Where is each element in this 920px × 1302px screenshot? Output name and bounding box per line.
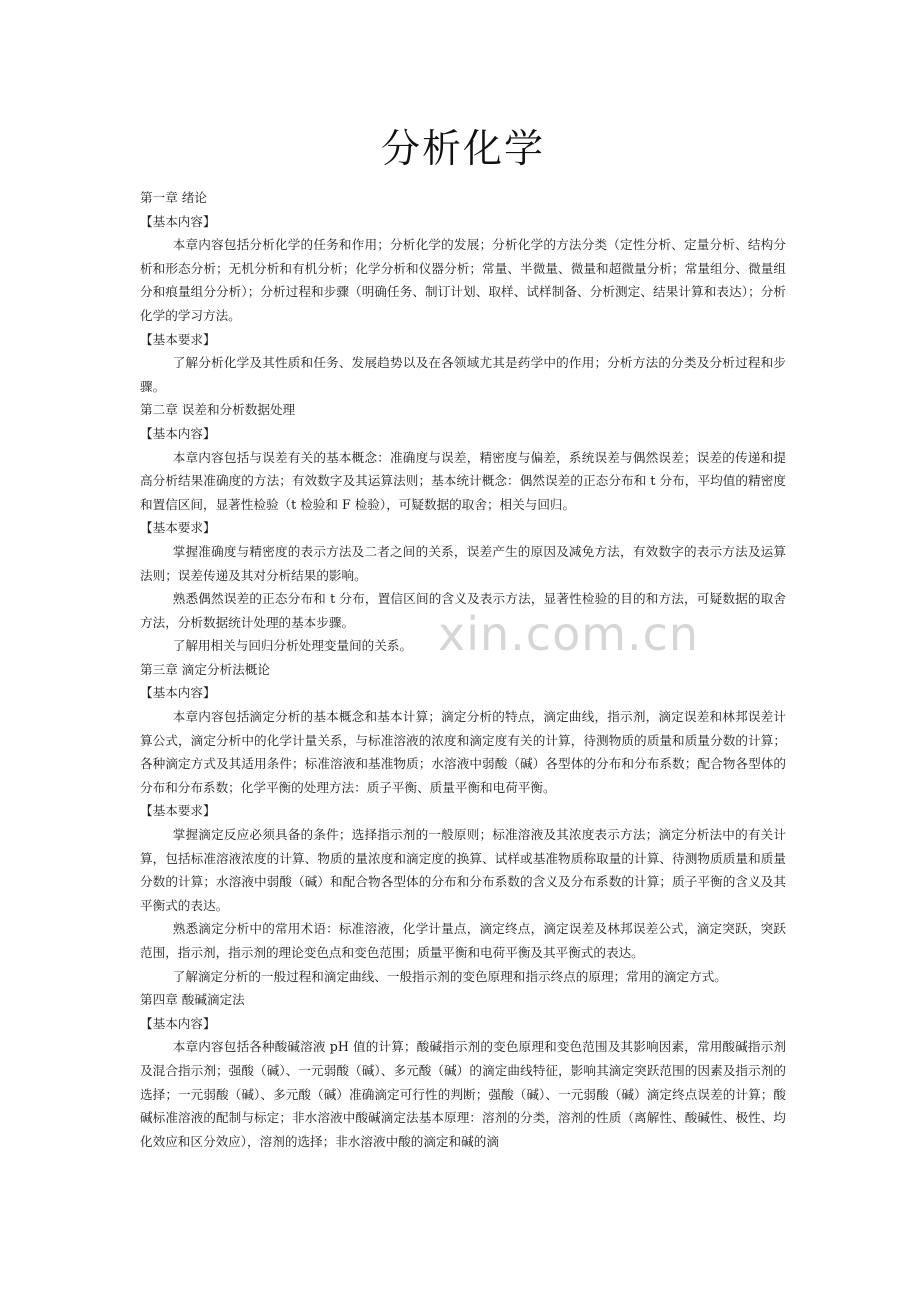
body-paragraph: 了解滴定分析的一般过程和滴定曲线、一般指示剂的变色原理和指示终点的原理；常用的滴定方式。 <box>172 968 727 984</box>
chapter-heading: 第四章 酸碱滴定法 <box>140 992 245 1008</box>
body-paragraph: 本章内容包括各种酸碱溶液 pH 值的计算；酸碱指示剂的变色原理和变色范围及其影响因素，常用酸碱指示剂及混合指示剂；强酸（碱）、一元弱酸（碱）、多元酸（碱）的滴定曲线特征，影响其滴定突跃范围的因素及指示剂的选择；一元弱酸（碱）、多元酸（碱）准确滴定可行性的判断；强酸（碱）、一元弱酸（碱）滴定终点误差的计算；酸碱标准溶液的配制与标定；非水溶液中酸碱滴定法基本原理：溶剂的分类，溶剂的性质（离解性、酸碱性、极性、均化效应和区分效应），溶剂的选择；非水溶液中酸的滴定和碱的滴 <box>140 1039 786 1149</box>
watermark-text: xin.com.cn <box>438 607 700 661</box>
body-paragraph: 了解用相关与回归分析处理变量间的关系。 <box>172 638 413 654</box>
body-paragraph: 本章内容包括滴定分析的基本概念和基本计算；滴定分析的特点，滴定曲线，指示剂，滴定误差和林邦误差计算公式，滴定分析中的化学计量关系，与标准溶液的浓度和滴定度有关的计算，待测物质的质量和质量分数的计算；各种滴定方式及其适用条件；标准溶液和基准物质；水溶液中弱酸（碱）各型体的分布和分布系数；配合物各型体的分布和分布系数；化学平衡的处理方法：质子平衡、质量平衡和电荷平衡。 <box>140 709 786 795</box>
section-label: 【基本内容】 <box>140 213 216 229</box>
body-paragraph: 掌握滴定反应必须具备的条件；选择指示剂的一般原则；标准溶液及其浓度表示方法；滴定分析法中的有关计算，包括标准溶液浓度的计算、物质的量浓度和滴定度的换算、试样或基准物质称取量的计算、待测物质质量和质量分数的计算；水溶液中弱酸（碱）和配合物各型体的分布和分布系数的含义及分布系数的计算；质子平衡的含义及其平衡式的表达。 <box>140 827 786 913</box>
section-label: 【基本要求】 <box>140 803 216 819</box>
body-paragraph: 了解分析化学及其性质和任务、发展趋势以及在各领域尤其是药学中的作用；分析方法的分类及分析过程和步骤。 <box>140 355 786 394</box>
body-paragraph: 本章内容包括分析化学的任务和作用；分析化学的发展；分析化学的方法分类（定性分析、定量分析、结构分析和形态分析；无机分析和有机分析；化学分析和仪器分析；常量、半微量、微量和超微量分析；常量组分、微量组分和痕量组分分析）；分析过程和步骤（明确任务、制订计划、取样、试样制备、分析测定、结果计算和表达）；分析化学的学习方法。 <box>140 237 786 323</box>
section-label: 【基本内容】 <box>140 425 216 441</box>
body-paragraph: 掌握准确度与精密度的表示方法及二者之间的关系，误差产生的原因及减免方法，有效数字的表示方法及运算法则；误差传递及其对分析结果的影响。 <box>140 543 786 583</box>
body-paragraph: 本章内容包括与误差有关的基本概念：准确度与误差，精密度与偏差，系统误差与偶然误差；误差的传递和提高分析结果准确度的方法；有效数字及其运算法则；基本统计概念：偶然误差的正态分布和 t 分布，平均值的精密度和置信区间，显著性检验（t 检验和 F 检验），可疑数据的取舍；相关与回归。 <box>140 449 786 512</box>
chapter-heading: 第二章 误差和分析数据处理 <box>140 402 296 418</box>
body-paragraph: 熟悉偶然误差的正态分布和 t 分布，置信区间的含义及表示方法，显著性检验的目的和方法，可疑数据的取舍方法，分析数据统计处理的基本步骤。 <box>140 591 786 630</box>
section-label: 【基本要求】 <box>140 520 216 536</box>
document-page <box>140 0 786 1153</box>
section-label: 【基本内容】 <box>140 1015 216 1031</box>
document-body <box>140 186 786 1153</box>
section-label: 【基本内容】 <box>140 685 216 701</box>
body-paragraph: 熟悉滴定分析中的常用术语：标准溶液，化学计量点，滴定终点，滴定误差及林邦误差公式，滴定突跃，突跃范围，指示剂，指示剂的理论变色点和变色范围；质量平衡和电荷平衡及其平衡式的表达。 <box>140 921 786 960</box>
chapter-heading: 第一章 绪论 <box>140 190 207 205</box>
chapter-heading: 第三章 滴定分析法概论 <box>140 661 270 677</box>
section-label: 【基本要求】 <box>140 331 216 347</box>
document-title: 分析化学 <box>380 127 545 172</box>
